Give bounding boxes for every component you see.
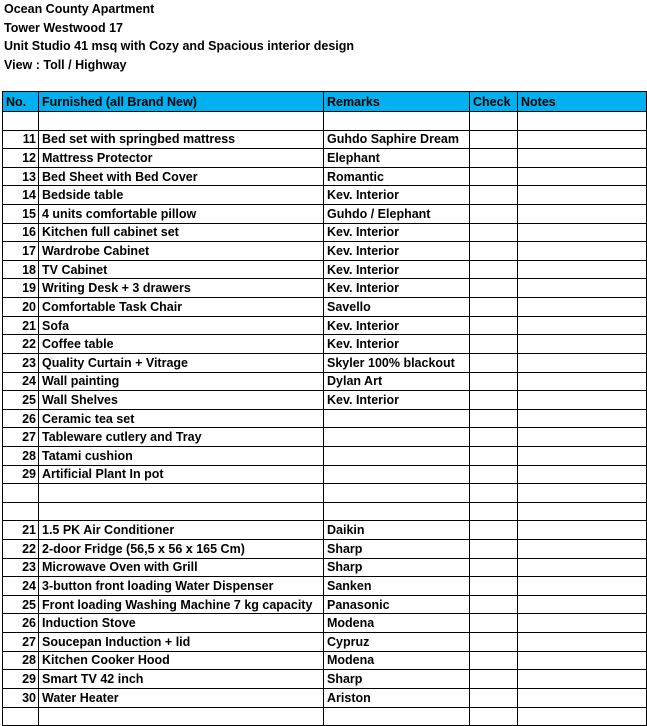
remarks-cell: Sharp bbox=[324, 540, 470, 559]
table-row bbox=[3, 316, 647, 335]
row-number: 21 bbox=[3, 316, 39, 335]
remarks-cell: Modena bbox=[324, 614, 470, 633]
remarks-cell bbox=[324, 446, 470, 465]
notes-cell bbox=[518, 335, 647, 354]
table-row bbox=[3, 614, 647, 633]
item-cell: Coffee table bbox=[39, 335, 324, 354]
remarks-cell: Kev. Interior bbox=[324, 260, 470, 279]
table-row bbox=[3, 391, 647, 410]
title-line-2: Tower Westwood 17 bbox=[4, 21, 124, 35]
table-row bbox=[3, 558, 647, 577]
table-row bbox=[3, 670, 647, 689]
item-cell: 1.5 PK Air Conditioner bbox=[39, 521, 324, 540]
row-number: 23 bbox=[3, 558, 39, 577]
table-row bbox=[3, 260, 647, 279]
item-cell: Wall Shelves bbox=[39, 391, 324, 410]
remarks-cell: Sharp bbox=[324, 670, 470, 689]
notes-cell bbox=[518, 260, 647, 279]
title-line-4: View : Toll / Highway bbox=[4, 58, 127, 72]
check-cell bbox=[470, 372, 518, 391]
table-row bbox=[3, 149, 647, 168]
notes-cell bbox=[518, 502, 647, 521]
item-cell bbox=[39, 112, 324, 131]
notes-cell bbox=[518, 372, 647, 391]
title-line-3: Unit Studio 41 msq with Cozy and Spacious interior design bbox=[4, 39, 355, 53]
table-row bbox=[3, 521, 647, 540]
table-row bbox=[3, 577, 647, 596]
remarks-cell bbox=[324, 502, 470, 521]
notes-cell bbox=[518, 130, 647, 149]
item-cell: Bed Sheet with Bed Cover bbox=[39, 167, 324, 186]
row-number: 20 bbox=[3, 298, 39, 317]
notes-cell bbox=[518, 242, 647, 261]
notes-cell bbox=[518, 409, 647, 428]
notes-cell bbox=[518, 540, 647, 559]
item-cell: Writing Desk + 3 drawers bbox=[39, 279, 324, 298]
row-number: 30 bbox=[3, 688, 39, 707]
notes-cell bbox=[518, 465, 647, 484]
col-header-remarks: Remarks bbox=[324, 92, 470, 112]
table-header-row bbox=[3, 92, 647, 112]
notes-cell bbox=[518, 428, 647, 447]
row-number bbox=[3, 112, 39, 131]
item-cell bbox=[39, 707, 324, 726]
table-row bbox=[3, 465, 647, 484]
check-cell bbox=[470, 614, 518, 633]
remarks-cell bbox=[324, 428, 470, 447]
table-body bbox=[3, 112, 647, 726]
notes-cell bbox=[518, 112, 647, 131]
notes-cell bbox=[518, 521, 647, 540]
item-cell: Ceramic tea set bbox=[39, 409, 324, 428]
col-header-no: No. bbox=[3, 92, 39, 112]
remarks-cell: Cypruz bbox=[324, 633, 470, 652]
item-cell: Wall painting bbox=[39, 372, 324, 391]
row-number: 16 bbox=[3, 223, 39, 242]
item-cell: Tatami cushion bbox=[39, 446, 324, 465]
table-row bbox=[3, 353, 647, 372]
item-cell: Kitchen full cabinet set bbox=[39, 223, 324, 242]
row-number: 17 bbox=[3, 242, 39, 261]
table-row bbox=[3, 186, 647, 205]
title-line-1: Ocean County Apartment bbox=[4, 2, 155, 16]
check-cell bbox=[470, 633, 518, 652]
row-number: 23 bbox=[3, 353, 39, 372]
table-row bbox=[3, 484, 647, 503]
check-cell bbox=[470, 167, 518, 186]
notes-cell bbox=[518, 446, 647, 465]
check-cell bbox=[470, 409, 518, 428]
remarks-cell: Panasonic bbox=[324, 595, 470, 614]
notes-cell bbox=[518, 167, 647, 186]
row-number bbox=[3, 502, 39, 521]
table-row bbox=[3, 130, 647, 149]
check-cell bbox=[470, 428, 518, 447]
notes-cell bbox=[518, 558, 647, 577]
col-header-notes: Notes bbox=[518, 92, 647, 112]
notes-cell bbox=[518, 577, 647, 596]
table-row bbox=[3, 298, 647, 317]
notes-cell bbox=[518, 688, 647, 707]
table-row bbox=[3, 167, 647, 186]
check-cell bbox=[470, 242, 518, 261]
check-cell bbox=[470, 205, 518, 224]
table-row bbox=[3, 651, 647, 670]
notes-cell bbox=[518, 353, 647, 372]
item-cell: Sofa bbox=[39, 316, 324, 335]
remarks-cell: Dylan Art bbox=[324, 372, 470, 391]
remarks-cell: Elephant bbox=[324, 149, 470, 168]
notes-cell bbox=[518, 391, 647, 410]
notes-cell bbox=[518, 614, 647, 633]
table-row bbox=[3, 446, 647, 465]
row-number: 15 bbox=[3, 205, 39, 224]
remarks-cell: Guhdo Saphire Dream bbox=[324, 130, 470, 149]
row-number: 28 bbox=[3, 651, 39, 670]
check-cell bbox=[470, 688, 518, 707]
check-cell bbox=[470, 316, 518, 335]
check-cell bbox=[470, 260, 518, 279]
notes-cell bbox=[518, 205, 647, 224]
row-number: 27 bbox=[3, 633, 39, 652]
item-cell: Tableware cutlery and Tray bbox=[39, 428, 324, 447]
remarks-cell bbox=[324, 484, 470, 503]
remarks-cell: Kev. Interior bbox=[324, 242, 470, 261]
check-cell bbox=[470, 595, 518, 614]
check-cell bbox=[470, 353, 518, 372]
remarks-cell: Kev. Interior bbox=[324, 335, 470, 354]
row-number: 19 bbox=[3, 279, 39, 298]
notes-cell bbox=[518, 633, 647, 652]
row-number: 14 bbox=[3, 186, 39, 205]
item-cell: Smart TV 42 inch bbox=[39, 670, 324, 689]
item-cell: Quality Curtain + Vitrage bbox=[39, 353, 324, 372]
row-number: 25 bbox=[3, 595, 39, 614]
notes-cell bbox=[518, 186, 647, 205]
row-number: 26 bbox=[3, 614, 39, 633]
notes-cell bbox=[518, 707, 647, 726]
remarks-cell: Daikin bbox=[324, 521, 470, 540]
table-row bbox=[3, 112, 647, 131]
check-cell bbox=[470, 651, 518, 670]
row-number: 13 bbox=[3, 167, 39, 186]
check-cell bbox=[470, 670, 518, 689]
row-number: 12 bbox=[3, 149, 39, 168]
table-row bbox=[3, 409, 647, 428]
table-row bbox=[3, 595, 647, 614]
row-number bbox=[3, 484, 39, 503]
row-number: 29 bbox=[3, 465, 39, 484]
table-row bbox=[3, 335, 647, 354]
remarks-cell bbox=[324, 112, 470, 131]
item-cell: Artificial Plant In pot bbox=[39, 465, 324, 484]
check-cell bbox=[470, 558, 518, 577]
check-cell bbox=[470, 112, 518, 131]
row-number: 18 bbox=[3, 260, 39, 279]
remarks-cell: Kev. Interior bbox=[324, 223, 470, 242]
table-row bbox=[3, 372, 647, 391]
item-cell: Microwave Oven with Grill bbox=[39, 558, 324, 577]
check-cell bbox=[470, 707, 518, 726]
row-number: 26 bbox=[3, 409, 39, 428]
check-cell bbox=[470, 540, 518, 559]
item-cell: 2-door Fridge (56,5 x 56 x 165 Cm) bbox=[39, 540, 324, 559]
row-number: 22 bbox=[3, 335, 39, 354]
row-number: 27 bbox=[3, 428, 39, 447]
check-cell bbox=[470, 446, 518, 465]
row-number: 24 bbox=[3, 372, 39, 391]
item-cell: TV Cabinet bbox=[39, 260, 324, 279]
row-number: 11 bbox=[3, 130, 39, 149]
notes-cell bbox=[518, 595, 647, 614]
remarks-cell: Savello bbox=[324, 298, 470, 317]
table-row bbox=[3, 242, 647, 261]
row-number: 24 bbox=[3, 577, 39, 596]
notes-cell bbox=[518, 316, 647, 335]
table-row bbox=[3, 540, 647, 559]
item-cell: Bed set with springbed mattress bbox=[39, 130, 324, 149]
col-header-check: Check bbox=[470, 92, 518, 112]
check-cell bbox=[470, 465, 518, 484]
check-cell bbox=[470, 391, 518, 410]
row-number bbox=[3, 707, 39, 726]
notes-cell bbox=[518, 484, 647, 503]
remarks-cell: Modena bbox=[324, 651, 470, 670]
item-cell: Comfortable Task Chair bbox=[39, 298, 324, 317]
item-cell: Soucepan Induction + lid bbox=[39, 633, 324, 652]
table-row bbox=[3, 633, 647, 652]
row-number: 28 bbox=[3, 446, 39, 465]
row-number: 25 bbox=[3, 391, 39, 410]
item-cell: Kitchen Cooker Hood bbox=[39, 651, 324, 670]
furnishing-table bbox=[2, 91, 647, 726]
item-cell: 3-button front loading Water Dispenser bbox=[39, 577, 324, 596]
check-cell bbox=[470, 186, 518, 205]
check-cell bbox=[470, 130, 518, 149]
remarks-cell bbox=[324, 707, 470, 726]
notes-cell bbox=[518, 651, 647, 670]
item-cell bbox=[39, 484, 324, 503]
table-row bbox=[3, 279, 647, 298]
notes-cell bbox=[518, 223, 647, 242]
check-cell bbox=[470, 502, 518, 521]
remarks-cell: Kev. Interior bbox=[324, 186, 470, 205]
item-cell: Water Heater bbox=[39, 688, 324, 707]
notes-cell bbox=[518, 279, 647, 298]
check-cell bbox=[470, 298, 518, 317]
remarks-cell: Romantic bbox=[324, 167, 470, 186]
row-number: 29 bbox=[3, 670, 39, 689]
remarks-cell: Kev. Interior bbox=[324, 391, 470, 410]
check-cell bbox=[470, 577, 518, 596]
item-cell: Front loading Washing Machine 7 kg capacity bbox=[39, 595, 324, 614]
table-row bbox=[3, 428, 647, 447]
notes-cell bbox=[518, 149, 647, 168]
table-row bbox=[3, 223, 647, 242]
check-cell bbox=[470, 223, 518, 242]
item-cell: Induction Stove bbox=[39, 614, 324, 633]
check-cell bbox=[470, 521, 518, 540]
remarks-cell bbox=[324, 465, 470, 484]
row-number: 22 bbox=[3, 540, 39, 559]
check-cell bbox=[470, 149, 518, 168]
table-row bbox=[3, 205, 647, 224]
item-cell: 4 units comfortable pillow bbox=[39, 205, 324, 224]
remarks-cell: Ariston bbox=[324, 688, 470, 707]
row-number: 21 bbox=[3, 521, 39, 540]
remarks-cell: Kev. Interior bbox=[324, 316, 470, 335]
remarks-cell: Skyler 100% blackout bbox=[324, 353, 470, 372]
item-cell bbox=[39, 502, 324, 521]
notes-cell bbox=[518, 298, 647, 317]
remarks-cell: Sharp bbox=[324, 558, 470, 577]
item-cell: Mattress Protector bbox=[39, 149, 324, 168]
item-cell: Bedside table bbox=[39, 186, 324, 205]
remarks-cell bbox=[324, 409, 470, 428]
check-cell bbox=[470, 279, 518, 298]
col-header-furnished: Furnished (all Brand New) bbox=[39, 92, 324, 112]
check-cell bbox=[470, 484, 518, 503]
remarks-cell: Sanken bbox=[324, 577, 470, 596]
table-row bbox=[3, 688, 647, 707]
remarks-cell: Guhdo / Elephant bbox=[324, 205, 470, 224]
table-row bbox=[3, 707, 647, 726]
item-cell: Wardrobe Cabinet bbox=[39, 242, 324, 261]
check-cell bbox=[470, 335, 518, 354]
remarks-cell: Kev. Interior bbox=[324, 279, 470, 298]
notes-cell bbox=[518, 670, 647, 689]
table-row bbox=[3, 502, 647, 521]
